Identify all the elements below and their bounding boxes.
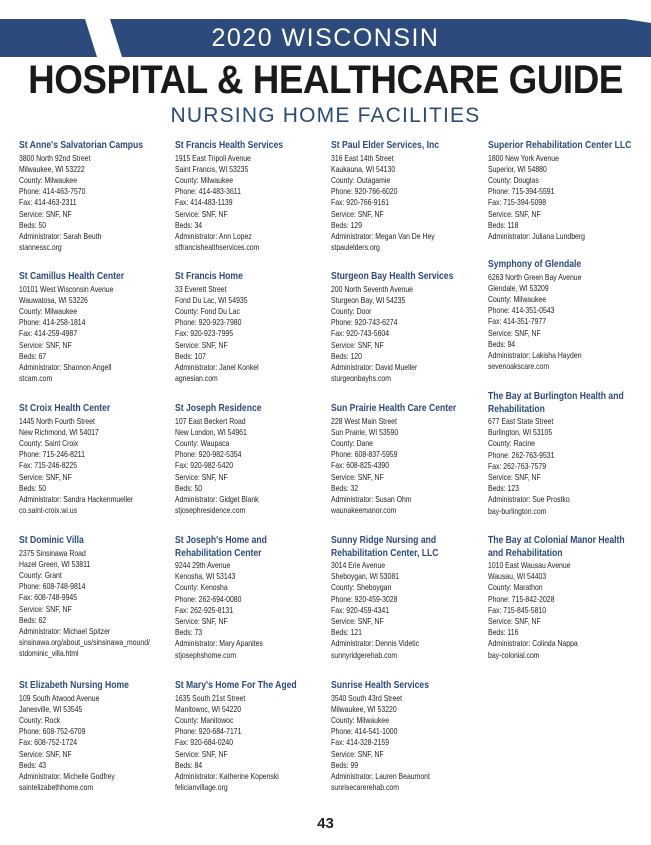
facility-detail: Service: SNF, NF — [175, 616, 228, 627]
facility-detail: Service: SNF, NF — [488, 327, 541, 338]
facility-detail: Beds: 50 — [175, 482, 203, 493]
facility-website[interactable]: saintelizabethhome.com — [19, 782, 94, 793]
facility-detail: 200 North Seventh Avenue — [331, 283, 413, 294]
facility-detail: Administrator: Colinda Nappa — [488, 638, 578, 649]
facility-detail: Beds: 50 — [19, 219, 47, 230]
facility-detail: Service: SNF, NF — [488, 472, 541, 483]
facility-listing — [175, 140, 325, 253]
facility-listing — [175, 403, 325, 516]
facility-website[interactable]: stannessc.org — [19, 242, 62, 253]
facility-detail: 1635 South 21st Street — [175, 692, 246, 703]
facility-website[interactable]: waunakeemanor.com — [331, 505, 397, 516]
facility-detail: Kaukauna, WI 54130 — [331, 163, 396, 174]
facility-detail: Service: SNF, NF — [331, 748, 384, 759]
facility-detail: Service: SNF, NF — [19, 208, 72, 219]
facility-detail: Administrator: Sandra Hackenmueller — [19, 493, 134, 504]
facility-detail: Phone: 920-459-3028 — [331, 593, 398, 604]
facility-detail: Hazel Green, WI 53811 — [19, 558, 91, 569]
facility-detail: Service: SNF, NF — [19, 471, 72, 482]
facility-detail: Saint Francis, WI 53235 — [175, 163, 249, 174]
facility-detail: County: Dane — [331, 437, 373, 448]
facility-detail: Phone: 608-837-5959 — [331, 449, 398, 460]
facility-detail: Phone: 414-541-1000 — [331, 726, 398, 737]
facility-detail: County: Kenosha — [175, 582, 228, 593]
facility-detail: County: Outagamie — [331, 174, 391, 185]
facility-detail: 1445 North Fourth Street — [19, 415, 95, 426]
facility-detail: Beds: 34 — [175, 219, 203, 230]
facility-listing — [488, 535, 638, 661]
facility-detail: 2375 Sinsinawa Road — [19, 547, 86, 558]
facility-detail: 1010 East Wausau Avenue — [488, 560, 571, 570]
facility-detail: County: Douglas — [488, 174, 539, 185]
facility-detail: Administrator: Sue Prostko — [488, 494, 570, 505]
facility-website[interactable]: stpaulelders.org — [331, 242, 380, 253]
facility-name: St Joseph's Home and Rehabilitation Center — [175, 535, 267, 559]
facility-listing — [331, 535, 481, 661]
facility-detail: County: Fond Du Lac — [175, 305, 240, 316]
facility-detail: 33 Everett Street — [175, 283, 227, 294]
facility-detail: Milwaukee, WI 53222 — [19, 163, 85, 174]
facility-listing — [331, 680, 481, 793]
facility-detail: Beds: 67 — [19, 350, 47, 361]
facility-detail: 3540 South 43rd Street — [331, 692, 403, 703]
facility-detail: Sun Prairie, WI 53590 — [331, 426, 399, 437]
facility-detail: 228 West Main Street — [331, 415, 397, 426]
facility-detail: Janesville, WI 53545 — [19, 703, 83, 714]
facility-website[interactable]: stcam.com — [19, 373, 53, 384]
facility-detail: Phone: 920-684-7171 — [175, 726, 242, 737]
facility-website[interactable]: stdominic_villa.html — [19, 648, 79, 659]
facility-detail: County: Manitowoc — [175, 714, 234, 725]
facility-listing — [331, 403, 481, 516]
facility-detail: County: Marathon — [488, 582, 543, 593]
facility-listing — [488, 259, 638, 372]
facility-detail: Kenosha, WI 53143 — [175, 571, 236, 582]
facility-detail: Administrator: Lauren Beaumont — [331, 770, 430, 781]
page-title: HOSPITAL & HEALTHCARE GUIDE — [28, 58, 623, 102]
facility-name: Superior Rehabilitation Center LLC — [488, 140, 632, 151]
facility-website[interactable]: felicianvillage.org — [175, 782, 228, 793]
facility-detail: Glendale, WI 53209 — [488, 282, 549, 293]
facility-detail: Beds: 43 — [19, 759, 47, 770]
facility-detail: Service: SNF, NF — [19, 748, 72, 759]
facility-name: St Anne's Salvatorian Campus — [19, 140, 144, 151]
facility-detail: Fax: 262-925-8131 — [175, 604, 234, 615]
facility-detail: Fax: 414-328-2159 — [331, 737, 390, 748]
facility-detail: Fax: 715-246-8225 — [19, 460, 78, 471]
facility-website[interactable]: co.saint-croix.wi.us — [19, 505, 78, 516]
facility-detail: Fax: 715-394-5098 — [488, 197, 547, 208]
facility-detail: Fax: 920-684-0240 — [175, 737, 234, 748]
facility-website[interactable]: sinsinawa.org/about_us/sinsinawa_mound/ — [19, 637, 150, 648]
facility-name: St Francis Health Services — [175, 140, 284, 151]
facility-listing — [331, 271, 481, 384]
facility-detail: Phone: 920-923-7980 — [175, 317, 242, 328]
facility-detail: Phone: 920-982-5354 — [175, 449, 242, 460]
facility-detail: 1915 East Tripoli Avenue — [175, 152, 251, 163]
facility-detail: County: Waupaca — [175, 437, 230, 448]
facility-detail: Phone: 715-842-2028 — [488, 593, 555, 604]
facility-name: St Croix Health Center — [19, 403, 111, 414]
facility-detail: 10101 West Wisconsin Avenue — [19, 283, 114, 294]
facility-detail: Service: SNF, NF — [175, 339, 228, 350]
facility-detail: Burlington, WI 53105 — [488, 427, 553, 438]
facility-detail: Beds: 118 — [488, 219, 519, 230]
facility-name: Symphony of Glendale — [488, 259, 582, 270]
facility-detail: Fax: 920-923-7995 — [175, 328, 234, 339]
facility-detail: Fax: 414-259-4987 — [19, 328, 78, 339]
facility-name: Sun Prairie Health Care Center — [331, 403, 457, 414]
facility-detail: Administrator: Lakisha Hayden — [488, 349, 582, 360]
facility-detail: Phone: 262-694-0080 — [175, 593, 242, 604]
facility-detail: Service: SNF, NF — [331, 339, 384, 350]
facility-detail: Fax: 920-743-5604 — [331, 328, 390, 339]
facility-website[interactable]: sunnyridgerehab.com — [331, 649, 398, 660]
facility-detail: Sturgeon Bay, WI 54235 — [331, 294, 406, 305]
facility-detail: Fax: 414-483-1139 — [175, 197, 233, 208]
facility-detail: County: Milwaukee — [488, 293, 547, 304]
facility-listing — [19, 140, 169, 253]
facility-listing — [19, 403, 169, 516]
facility-detail: Service: SNF, NF — [19, 603, 72, 614]
facility-detail: New Richmond, WI 54017 — [19, 426, 99, 437]
facility-listing — [19, 680, 169, 793]
facility-detail: Phone: 414-463-7570 — [19, 186, 86, 197]
facility-detail: Phone: 414-351-0543 — [488, 305, 555, 316]
facility-detail: Fax: 608-748-9945 — [19, 592, 78, 603]
facility-detail: Service: SNF, NF — [331, 208, 384, 219]
facility-detail: New London, WI 54961 — [175, 426, 247, 437]
facility-name: St Paul Elder Services, Inc — [331, 140, 440, 151]
facility-detail: 6263 North Green Bay Avenue — [488, 271, 582, 282]
facility-name: St Joseph Residence — [175, 403, 262, 414]
facility-detail: Beds: 123 — [488, 483, 519, 494]
facility-detail: Beds: 62 — [19, 614, 47, 625]
facility-name: The Bay at Colonial Manor Health and Rehabilitation — [488, 535, 625, 559]
facility-detail: Beds: 129 — [331, 219, 362, 230]
facility-detail: County: Saint Croix — [19, 437, 79, 448]
facility-listing — [19, 535, 169, 660]
facility-detail: Service: SNF, NF — [488, 616, 541, 627]
facility-detail: Beds: 84 — [175, 759, 203, 770]
facility-detail: Manitowoc, WI 54220 — [175, 703, 242, 714]
facility-detail: 109 South Atwood Avenue — [19, 692, 100, 703]
facility-detail: Fax: 920-982-5420 — [175, 460, 234, 471]
facility-detail: Administrator: Dennis Videtic — [331, 638, 420, 649]
facility-detail: Beds: 99 — [331, 759, 359, 770]
facility-detail: 677 East State Street — [488, 416, 554, 426]
facility-detail: Fond Du Lac, WI 54935 — [175, 294, 248, 305]
facility-detail: Fax: 920-459-4341 — [331, 604, 390, 615]
facility-detail: 316 East 14th Street — [331, 152, 394, 163]
page-subtitle: NURSING HOME FACILITIES — [170, 104, 481, 127]
facility-name: The Bay at Burlington Health and Rehabilitation — [488, 391, 624, 415]
facility-website[interactable]: bay-burlington.com — [488, 505, 547, 516]
facility-detail: Phone: 414-258-1814 — [19, 317, 86, 328]
facility-detail: Phone: 715-246-8211 — [19, 449, 85, 460]
facility-detail: County: Milwaukee — [175, 174, 234, 185]
facility-detail: Fax: 920-766-9161 — [331, 197, 390, 208]
facility-website[interactable]: stfrancishealthservices.com — [175, 242, 260, 253]
facility-detail: Beds: 116 — [488, 627, 519, 638]
facility-detail: 1800 New York Avenue — [488, 152, 559, 163]
facility-detail: Wauwatosa, WI 53226 — [19, 294, 88, 305]
header-banner — [0, 19, 651, 57]
facility-detail: Sheboygan, WI 53081 — [331, 571, 399, 582]
facility-detail: County: Sheboygan — [331, 582, 392, 593]
facility-detail: Fax: 608-825-4390 — [331, 460, 390, 471]
facility-detail: Phone: 920-743-6274 — [331, 317, 398, 328]
facility-detail: Superior, WI 54880 — [488, 163, 547, 174]
facility-website[interactable]: sturgeonbayhs.com — [331, 373, 391, 384]
facility-detail: Beds: 121 — [331, 627, 362, 638]
facility-detail: 3800 North 92nd Street — [19, 152, 91, 163]
facility-detail: Administrator: Gidget Blank — [175, 493, 259, 504]
facility-listing — [488, 391, 638, 517]
facility-detail: Administrator: Michelle Godfrey — [19, 770, 115, 781]
facility-website[interactable]: sevenoakscare.com — [488, 361, 550, 372]
facility-detail: Fax: 414-351-7977 — [488, 316, 547, 327]
facility-detail: Service: SNF, NF — [488, 208, 541, 219]
facility-detail: Milwaukee, WI 53220 — [331, 703, 397, 714]
facility-detail: Administrator: Megan Van De Hey — [331, 230, 435, 241]
facility-detail: 107 East Beckert Road — [175, 415, 246, 426]
facility-detail: Beds: 32 — [331, 482, 359, 493]
facility-detail: Beds: 73 — [175, 627, 203, 638]
facility-detail: County: Door — [331, 305, 372, 316]
facility-name: St Mary's Home For The Aged — [175, 680, 297, 691]
facility-website[interactable]: stjosephresidence.com — [175, 505, 246, 516]
facility-detail: Service: SNF, NF — [175, 471, 228, 482]
facility-detail: Administrator: Juliana Lundberg — [488, 230, 585, 241]
facility-detail: Administrator: David Mueller — [331, 361, 418, 372]
facility-website[interactable]: agnesian.com — [175, 373, 218, 384]
facility-detail: Fax: 715-845-5810 — [488, 604, 547, 615]
facility-detail: 9244 29th Avenue — [175, 560, 231, 570]
facility-listing — [175, 271, 325, 384]
facility-name: St Francis Home — [175, 271, 243, 282]
facility-detail: Administrator: Janel Konkel — [175, 361, 259, 372]
facility-website[interactable]: sunrisecarerehab.com — [331, 782, 399, 793]
banner-title: 2020 WISCONSIN — [211, 24, 440, 52]
facility-detail: Service: SNF, NF — [175, 208, 228, 219]
facility-detail: Service: SNF, NF — [331, 471, 384, 482]
facility-detail: Service: SNF, NF — [331, 616, 384, 627]
facility-detail: Administrator: Michael Spitzer — [19, 625, 111, 636]
facility-detail: County: Racine — [488, 438, 535, 449]
facility-detail: Phone: 608-752-6709 — [19, 726, 86, 737]
facility-website[interactable]: bay-colonial.com — [488, 649, 540, 660]
facility-detail: Administrator: Susan Ohm — [331, 493, 412, 504]
facility-detail: County: Grant — [19, 569, 62, 580]
facility-detail: Beds: 94 — [488, 338, 516, 349]
facility-detail: Administrator: Shannon Angell — [19, 361, 112, 372]
facility-detail: Fax: 414-463-2311 — [19, 197, 77, 208]
facility-detail: Service: SNF, NF — [175, 748, 228, 759]
facility-detail: Administrator: Mary Apanites — [175, 638, 263, 649]
facility-detail: Phone: 715-394-5591 — [488, 186, 555, 197]
facility-detail: Phone: 920-766-6020 — [331, 186, 398, 197]
facility-name: St Camillus Health Center — [19, 271, 125, 282]
page-number: 43 — [317, 815, 334, 832]
facility-detail: Phone: 262-763-9531 — [488, 449, 555, 460]
facility-listing — [175, 535, 325, 661]
facility-detail: County: Rock — [19, 714, 61, 725]
facility-detail: Phone: 608-748-9814 — [19, 581, 86, 592]
facility-detail: Phone: 414-483-3611 — [175, 186, 241, 197]
facility-listing — [331, 140, 481, 253]
facility-listing — [175, 680, 325, 793]
facility-detail: Fax: 262-763-7579 — [488, 460, 547, 471]
facility-detail: Beds: 120 — [331, 350, 362, 361]
facility-website[interactable]: stjosephshome.com — [175, 649, 237, 660]
facility-detail: Wausau, WI 54403 — [488, 571, 547, 582]
facility-name: Sturgeon Bay Health Services — [331, 271, 454, 282]
facility-detail: Administrator: Sarah Beuth — [19, 230, 102, 241]
facility-detail: County: Milwaukee — [331, 714, 390, 725]
facility-detail: 3014 Erie Avenue — [331, 560, 386, 570]
facility-detail: Administrator: Katherine Kopenski — [175, 770, 279, 781]
facility-detail: Fax: 608-752-1724 — [19, 737, 78, 748]
facility-detail: Beds: 50 — [19, 482, 47, 493]
facility-detail: County: Milwaukee — [19, 305, 78, 316]
facility-detail: County: Milwaukee — [19, 174, 78, 185]
facility-detail: Service: SNF, NF — [19, 339, 72, 350]
facility-listing — [19, 271, 169, 384]
facility-name: Sunny Ridge Nursing and Rehabilitation Center, LLC — [331, 535, 439, 559]
facility-detail: Administrator: Ann Lopez — [175, 230, 252, 241]
facility-name: St Elizabeth Nursing Home — [19, 680, 129, 691]
facility-detail: Beds: 107 — [175, 350, 206, 361]
facility-name: Sunrise Health Services — [331, 680, 429, 691]
facility-name: St Dominic Villa — [19, 535, 84, 546]
facility-listing — [488, 140, 638, 242]
